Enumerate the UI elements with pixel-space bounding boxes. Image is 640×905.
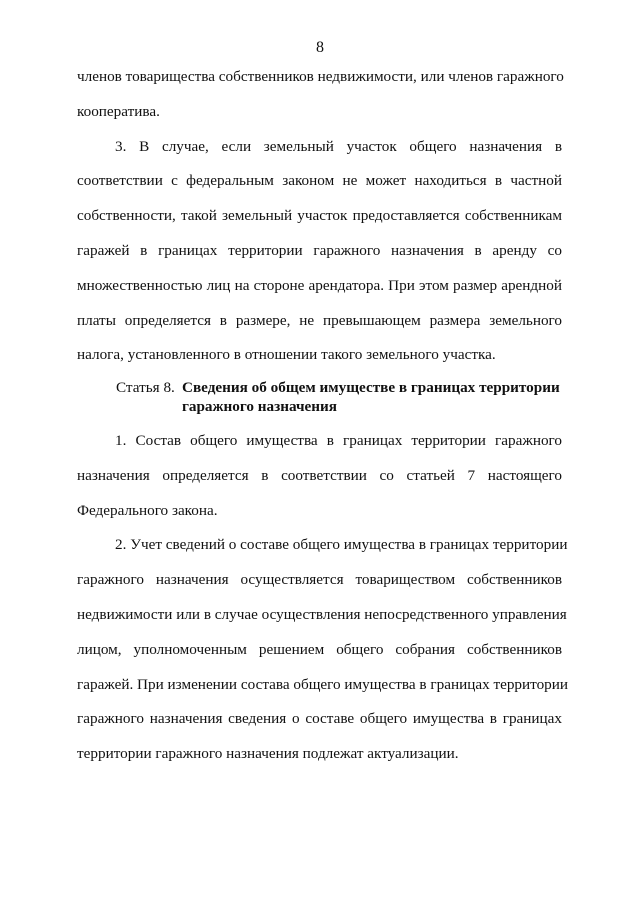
text-line: членов товарищества собственников недвижимости, или членов гаражного: [77, 68, 564, 85]
text-line: гаражного назначения сведения о составе общего имущества в границах: [77, 710, 562, 728]
text-line: налога, установленного в отношении такого земельного участка.: [77, 346, 496, 364]
text-line: соответствии с федеральным законом не может находиться в частной: [77, 172, 562, 190]
text-line: лицом, уполномоченным решением общего собрания собственников: [77, 640, 562, 658]
article-title-line1: Сведения об общем имуществе в границах территории: [182, 379, 560, 396]
text-line: множественностью лиц на стороне арендатора. При этом размер арендной: [77, 276, 562, 294]
paragraph-3-start: 3. В случае, если земельный участок общего назначения в: [115, 137, 562, 155]
page-number: 8: [316, 39, 324, 56]
text-line: назначения определяется в соответствии со статьей 7 настоящего: [77, 466, 562, 484]
text-line: территории гаражного назначения подлежат актуализации.: [77, 745, 459, 763]
text-line: гаражей. При изменении состава общего имущества в границах территории: [77, 675, 569, 693]
paragraph-2-start: 2. Учет сведений о составе общего имущества в границах территории: [115, 536, 568, 554]
article-heading: [116, 378, 560, 397]
text-line: гаражного назначения осуществляется товариществом собственников: [77, 571, 562, 589]
article-title-line2: гаражного назначения: [182, 398, 338, 415]
text-line: гаражей в границах территории гаражного назначения в аренду со: [77, 241, 562, 259]
text-line: кооператива.: [77, 102, 160, 120]
text-line: Федерального закона.: [77, 501, 218, 519]
text-block-article-8: [77, 424, 569, 772]
text-line: собственности, такой земельный участок предоставляется собственникам: [77, 207, 562, 225]
text-block-continuation: [77, 60, 562, 373]
text-line: недвижимости или в случае осуществления непосредственного управления: [77, 605, 567, 623]
paragraph-1-start: 1. Состав общего имущества в границах территории гаражного: [115, 432, 562, 449]
text-line: платы определяется в размере, не превышающем размера земельного: [77, 311, 562, 329]
article-label: Статья 8.: [116, 379, 175, 396]
